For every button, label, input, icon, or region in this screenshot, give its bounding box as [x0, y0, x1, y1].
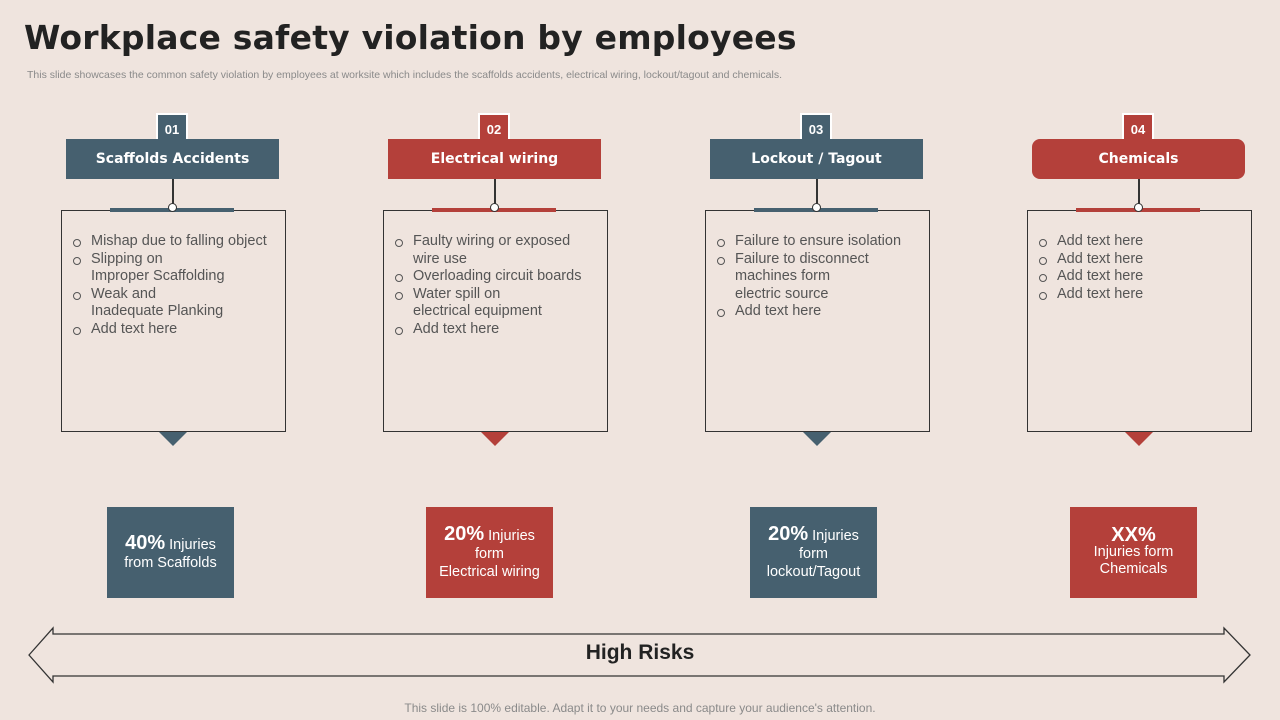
bullet-list [706, 211, 929, 321]
violation-column-2 [362, 0, 622, 720]
page-title: Workplace safety violation by employees [24, 18, 797, 57]
details-box [61, 210, 286, 432]
list-item: Slipping on Improper Scaffolding [72, 251, 275, 286]
list-item: Failure to disconnect machines form electric source [716, 251, 919, 304]
connector-dot [490, 203, 499, 212]
step-number-badge: 02 [478, 113, 510, 145]
bullet-list [62, 211, 285, 339]
injury-percentage: 40% [125, 531, 166, 554]
curved-connectors [0, 440, 1280, 570]
arrow-label: High Risks [585, 641, 695, 664]
injury-percentage: 20% [768, 522, 809, 545]
list-item: Faulty wiring or exposed wire use [394, 233, 597, 268]
list-item: Add text here [72, 321, 275, 339]
column-heading: Scaffolds Accidents [66, 139, 279, 179]
column-heading: Chemicals [1032, 139, 1245, 179]
step-number-badge: 01 [156, 113, 188, 145]
violation-column-3 [684, 0, 944, 720]
violation-column-4 [1006, 0, 1266, 720]
list-item: Add text here [716, 303, 919, 321]
bullet-list [384, 211, 607, 339]
injury-description: Injuries from Scaffolds [124, 536, 217, 571]
bullet-list [1028, 211, 1251, 303]
injury-percentage: 20% [444, 522, 485, 545]
connector-dot [1134, 203, 1143, 212]
column-heading: Lockout / Tagout [710, 139, 923, 179]
list-item: Weak and Inadequate Planking [72, 286, 275, 321]
step-number-badge: 04 [1122, 113, 1154, 145]
list-item: Water spill on electrical equipment [394, 286, 597, 321]
details-box [705, 210, 930, 432]
list-item: Add text here [1038, 251, 1241, 269]
connector-dot [168, 203, 177, 212]
page-subtitle: This slide showcases the common safety violation by employees at worksite which includes the scaffolds accidents, electrical wiring, lockout/tagout and chemicals. [27, 69, 783, 81]
injury-description: Injuries form Chemicals [1093, 544, 1174, 577]
details-box [1027, 210, 1252, 432]
injury-description: Injuries form lockout/Tagout [766, 527, 861, 580]
details-box [383, 210, 608, 432]
list-item: Add text here [1038, 233, 1241, 251]
connector-dot [812, 203, 821, 212]
list-item: Mishap due to falling object [72, 233, 275, 251]
list-item: Failure to ensure isolation [716, 233, 919, 251]
injury-description: Injuries form Electrical wiring [439, 527, 540, 580]
step-number-badge: 03 [800, 113, 832, 145]
footer-note: This slide is 100% editable. Adapt it to your needs and capture your audience's attention. [404, 701, 876, 715]
list-item: Add text here [1038, 268, 1241, 286]
list-item: Add text here [394, 321, 597, 339]
violation-column-1 [40, 0, 300, 720]
list-item: Add text here [1038, 286, 1241, 304]
list-item: Overloading circuit boards [394, 268, 597, 286]
column-heading: Electrical wiring [388, 139, 601, 179]
injury-percentage: XX% [1111, 524, 1156, 546]
